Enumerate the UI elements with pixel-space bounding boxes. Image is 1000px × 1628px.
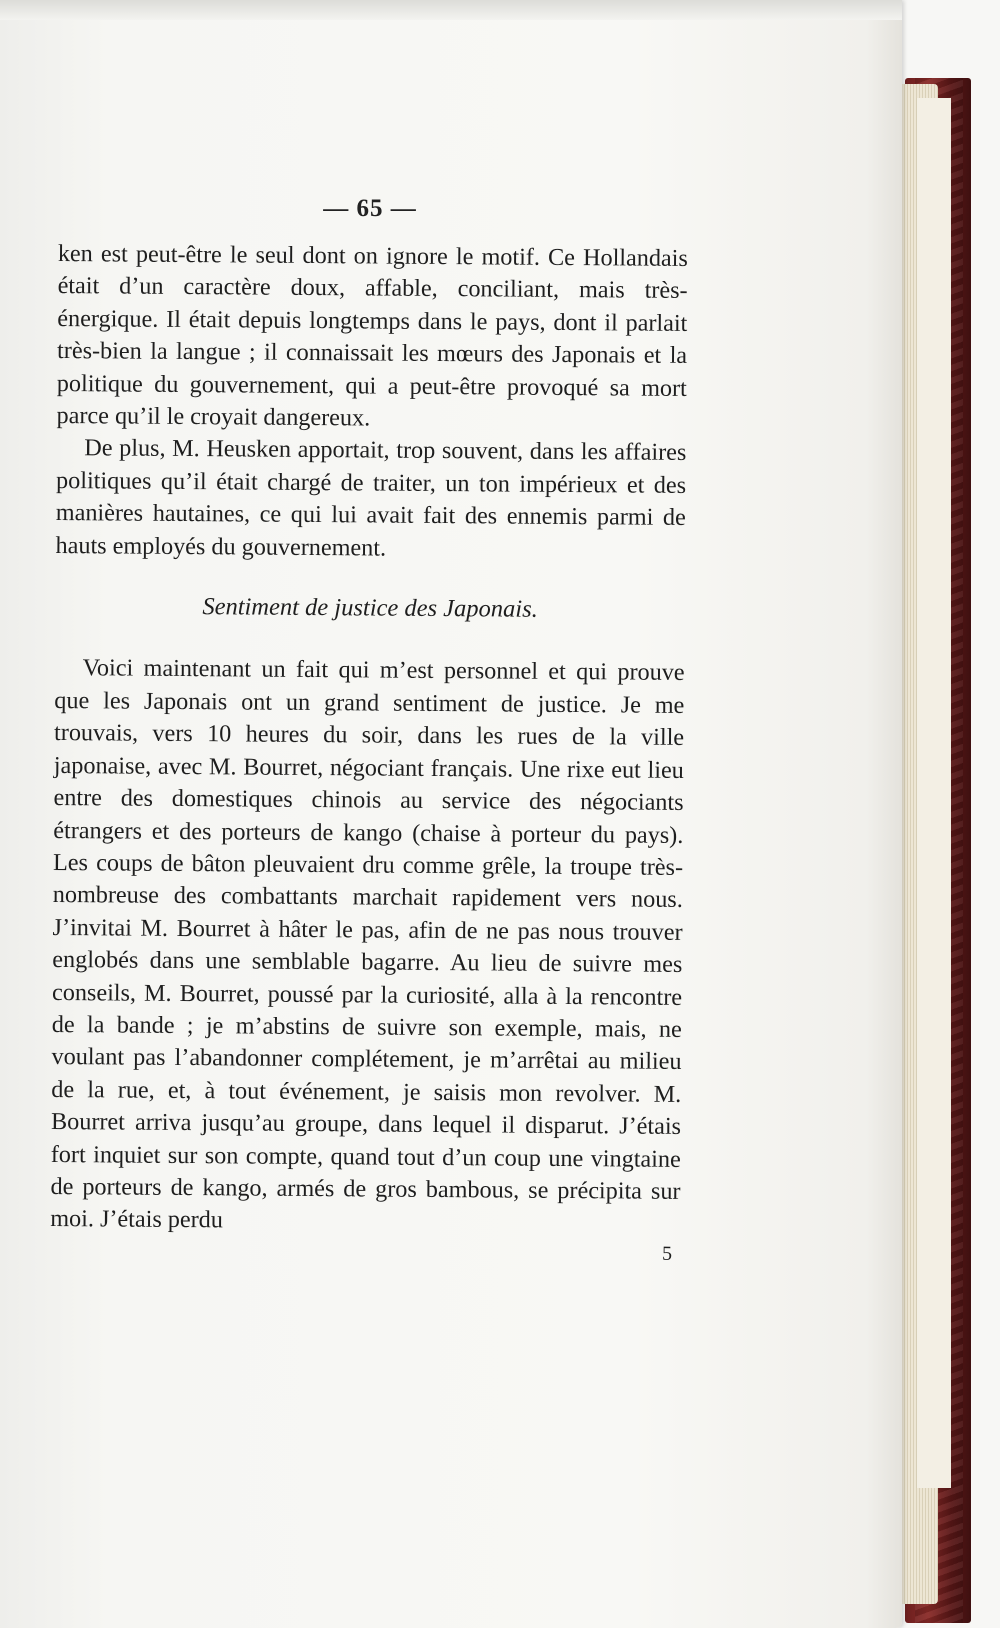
page-text <box>50 238 688 1267</box>
signature-mark: 5 <box>661 1242 673 1265</box>
paragraph-1: ken est peut-être le seul dont on ignore le motif. Ce Hollandais était d’un caractère doux, affable, conciliant, mais très-énergique. Il était depuis longtemps dans le pays, dont il parlait très-bien la langue ; il connaissait les mœurs des Japonais et la politique du gouvernement, qui a peut-être provoqué sa mort parce qu’il le croyait dangereux. <box>56 239 688 432</box>
paragraph-3: Voici maintenant un fait qui m’est personnel et qui prouve que les Japonais ont un grand sentiment de justice. Je me trouvais, vers 10 heures du soir, dans les rues de la ville japonaise, avec M. Bourret, négociant français. Une rixe eut lieu entre des domestiques chinois au service des négociants étrangers et des porteurs de kango (chaise à porteur du pays). Les coups de bâton pleuvaient dru comme grêle, la troupe très-nombreuse des combattants marchait rapidement vers nous. J’invitai M. Bourret à hâter le pas, afin de ne pas nous trouver englobés dans une semblable bagarre. Au lieu de suivre mes conseils, M. Bourret, poussé par la curiosité, alla à la rencontre de la bande ; je m’abstins de suivre son exemple, mais, ne voulant pas l’abandonner complétement, je m’arrêtai au milieu de la rue, et, à tout événement, je saisis mon revolver. M. Bourret arriva jusqu’au groupe, dans lequel il disparut. J’étais fort inquiet sur son compte, quand tout d’un coup une vingtaine de porteurs de kango, armés de gros bambous, se précipita sur moi. J’étais perdu <box>50 654 685 1234</box>
paragraph-2: De plus, M. Heusken apportait, trop souvent, dans les affaires politiques qu’il était chargé de traiter, un ton impérieux et des manières hautaines, ce qui lui avait fait des ennemis parmi de hauts employés du gouvernement. <box>55 434 687 562</box>
page-number: — 65 — <box>323 195 417 222</box>
page-top-shadow <box>0 0 902 20</box>
page-stack-inner <box>916 98 951 1488</box>
section-heading: Sentiment de justice des Japonais. <box>202 593 538 623</box>
